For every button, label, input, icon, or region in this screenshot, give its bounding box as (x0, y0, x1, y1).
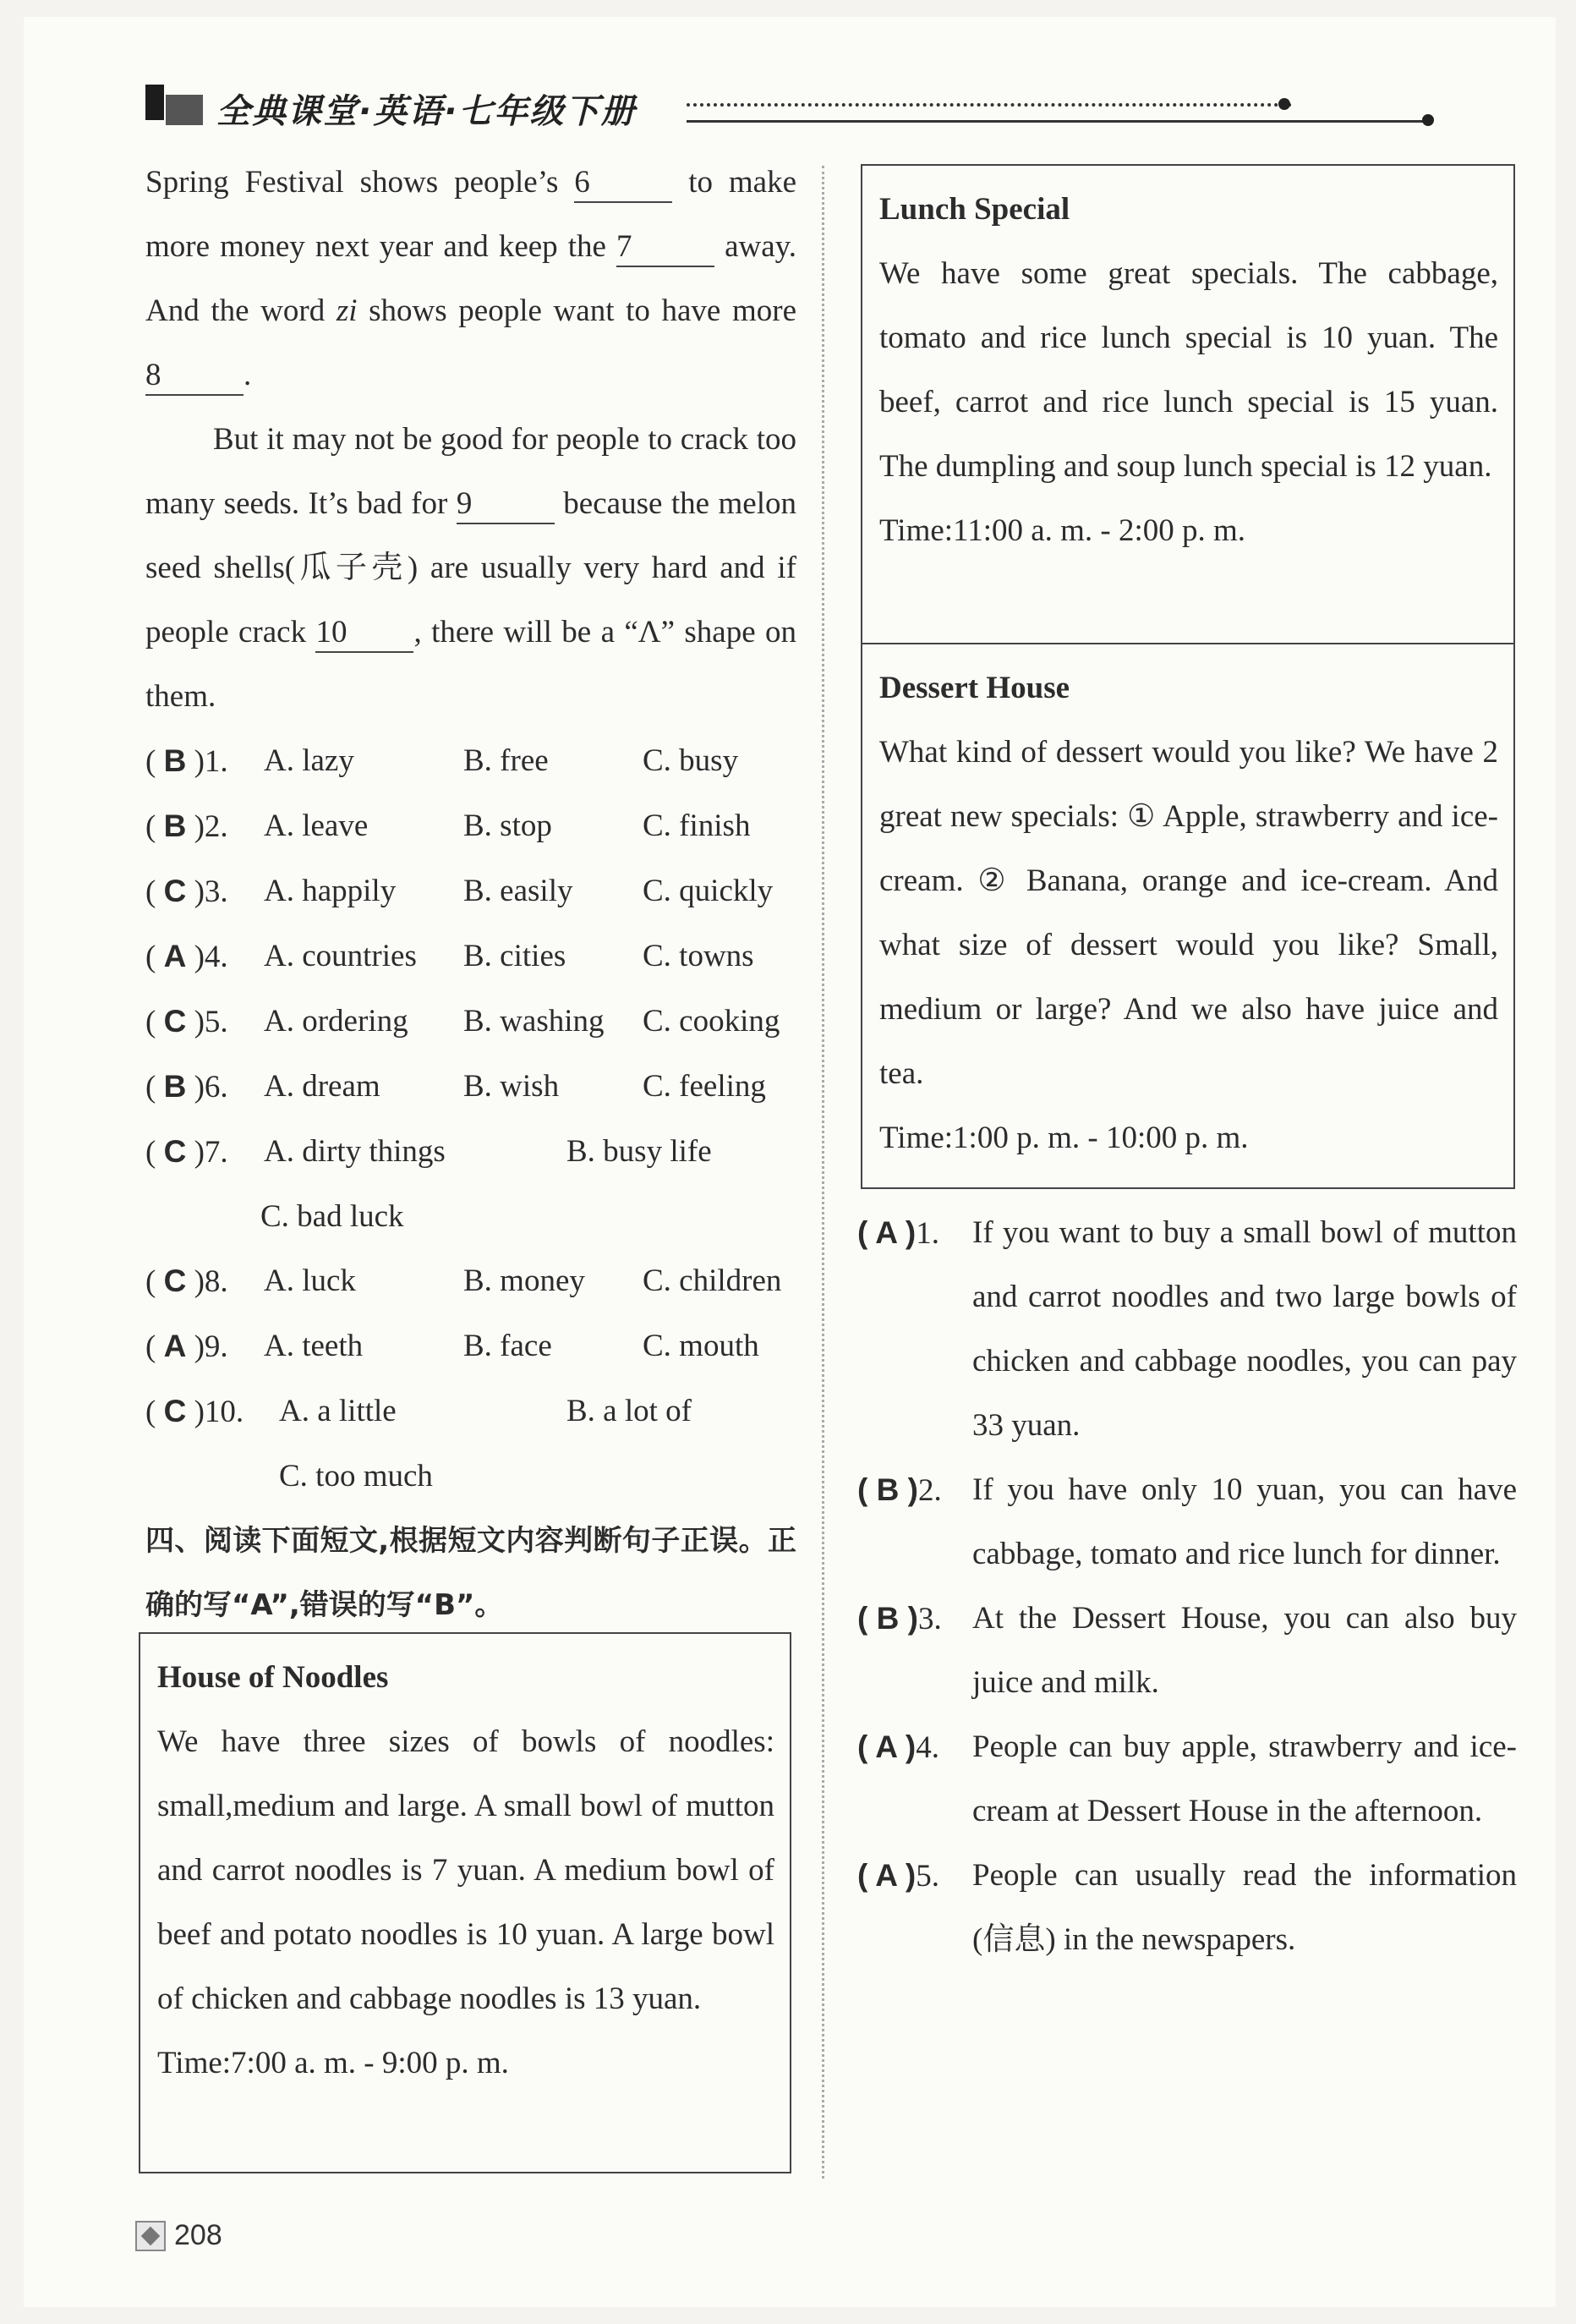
passage-paragraph-2: But it may not be good for people to crack too many seeds. It’s bad for 9 because the melon seed shells(瓜子壳) are usually very hard and if people crack 10 , there will be a “Λ” shape on them. (145, 422, 797, 714)
mcq-item-4: ( A )4. A. countries B. cities C. towns (145, 939, 754, 974)
mcq-list: ( B )1. A. lazy B. free C. busy ( B )2. A. leave B. stop C. finish ( C )3. A. happily B. easily C. quickly ( A )4. A. countries B. cities C. towns ( C )5. A. ordering B. washing C. cooking ( B )6. A. dream B. wish C. feeling ( C )7. A. dirty things B. busy life C. bad luck ( C )8. A. luck B. money C. children ( A )9. A. teeth B. face C. mouth ( C )10. A. a little B. a lot of C. too much (145, 729, 796, 1509)
passage-paragraph-1: Spring Festival shows people’s 6 to make more money next year and keep the 7 away. And the word zi shows people want to have more 8 . (145, 151, 796, 408)
noodles-body: We have three sizes of bowls of noodles: small,medium and large. A small bowl of mutton and carrot noodles is 7 yuan. A medium bowl of beef and potato noodles is 10 yuan. A large bowl of chicken and cabbage noodles is 13 yuan. (157, 1724, 774, 2016)
tf-item-2: ( B )2. If you have only 10 yuan, you can have cabbage, tomato and rice lunch for dinner. (857, 1472, 1517, 1571)
noodles-box (139, 1632, 791, 2173)
tf-item-4: ( A )4. People can buy apple, strawberry and ice-cream at Dessert House in the afternoon. (857, 1729, 1517, 1828)
dessert-time: Time:1:00 p. m. - 10:00 p. m. (879, 1121, 1249, 1155)
header-dot (1278, 98, 1290, 110)
dessert-title: Dessert House (879, 671, 1070, 705)
section-4-instruction: 四、阅读下面短文,根据短文内容判断句子正误。正确的写“A”,错误的写“B”。 (145, 1524, 796, 1622)
mcq-item-1: ( B )1. A. lazy B. free C. busy (145, 743, 739, 779)
blank-10[interactable]: 10 (315, 614, 413, 653)
mcq-item-3: ( C )3. A. happily B. easily C. quickly (145, 874, 774, 909)
tf-item-1: ( A )1. If you want to buy a small bowl of mutton and carrot noodles and two large bowls of chicken and cabbage noodles, you can pay 33 yuan. (857, 1215, 1517, 1443)
mcq-item-9: ( A )9. A. teeth B. face C. mouth (145, 1329, 759, 1364)
lunch-title: Lunch Special (879, 192, 1070, 227)
blank-7[interactable]: 7 (616, 228, 714, 267)
header-dotted-rule (687, 103, 1292, 107)
header-mark (145, 85, 164, 120)
mcq-item-7: ( C )7. A. dirty things B. busy life (145, 1134, 712, 1170)
column-divider (822, 166, 824, 2179)
blank-9[interactable]: 9 (457, 485, 555, 524)
tf-item-5: ( A )5. People can usually read the information (信息) in the newspapers. (857, 1858, 1517, 1957)
tf-item-3: ( B )3. At the Dessert House, you can also buy juice and milk. (857, 1601, 1517, 1700)
mcq-item-6: ( B )6. A. dream B. wish C. feeling (145, 1069, 766, 1104)
diamond-icon (135, 2221, 166, 2251)
mcq-item-2: ( B )2. A. leave B. stop C. finish (145, 808, 751, 844)
book-title: 全典课堂·英语·七年级下册 (216, 92, 637, 131)
mcq-item-8: ( C )8. A. luck B. money C. children (145, 1263, 782, 1299)
mcq-item-10: ( C )10. A. a little B. a lot of (145, 1394, 692, 1429)
dessert-body: What kind of dessert would you like? We have 2 great new specials: ① Apple, strawberry and ice-cream. ② Banana, orange and ice-cream. And what size of dessert would you like? Small, medium or large? And we also have juice and tea. (879, 735, 1498, 1091)
blank-8[interactable]: 8 (145, 357, 244, 396)
blank-6[interactable]: 6 (574, 164, 672, 203)
header-dot (1422, 114, 1434, 126)
dessert-box (861, 643, 1515, 1189)
mcq-item-5: ( C )5. A. ordering B. washing C. cooking (145, 1004, 780, 1039)
header-mark-shadow (166, 95, 203, 125)
header-rule (687, 120, 1431, 123)
tf-list (857, 1201, 1517, 1972)
page-number: 208 (174, 2219, 222, 2251)
lunch-time: Time:11:00 a. m. - 2:00 p. m. (879, 513, 1246, 548)
lunch-box (861, 164, 1515, 644)
noodles-title: House of Noodles (157, 1660, 389, 1695)
left-column (145, 151, 796, 1637)
page-footer (135, 2219, 222, 2252)
noodles-time: Time:7:00 a. m. - 9:00 p. m. (157, 2046, 509, 2080)
lunch-body: We have some great specials. The cabbage, tomato and rice lunch special is 10 yuan. The beef, carrot and rice lunch special is 15 yuan. The dumpling and soup lunch special is 12 yuan. (879, 256, 1498, 484)
